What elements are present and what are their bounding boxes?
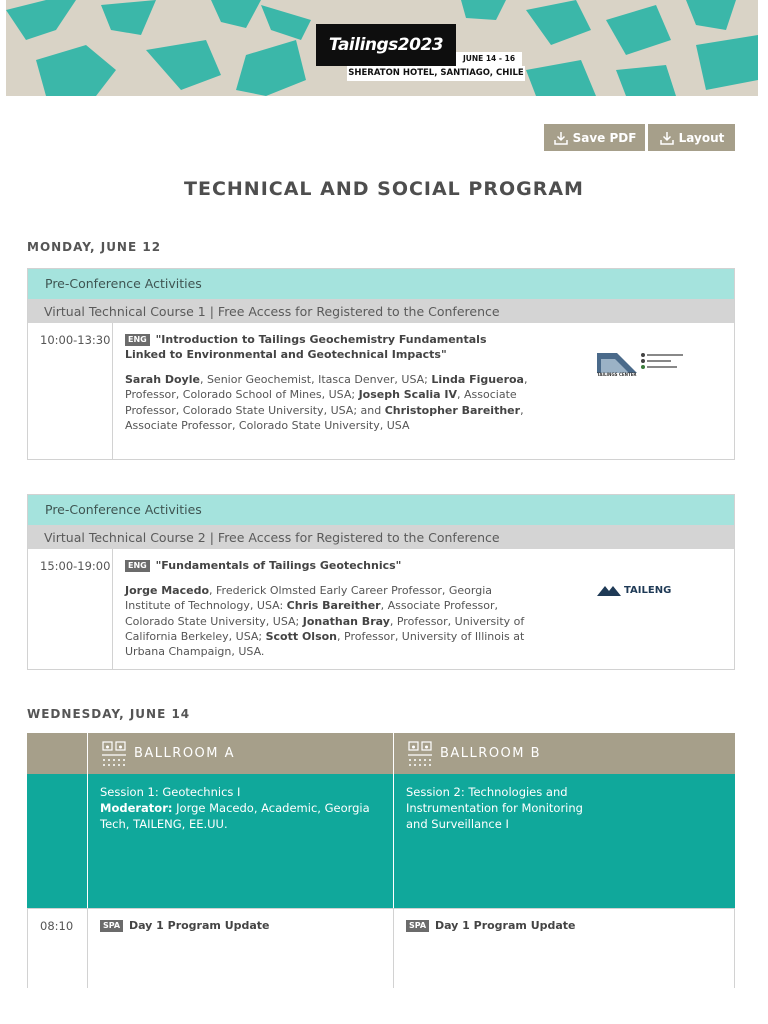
- language-badge: SPA: [406, 920, 429, 932]
- time-slot: 10:00-13:30: [28, 323, 113, 459]
- block-header: Pre-Conference Activities: [28, 495, 734, 525]
- time-column-session: [27, 774, 87, 908]
- session-ballroom-a[interactable]: [88, 774, 393, 908]
- block-subheader: Virtual Technical Course 1 | Free Access for Registered to the Conference: [28, 299, 734, 323]
- page-title: TECHNICAL AND SOCIAL PROGRAM: [184, 178, 584, 200]
- language-badge: ENG: [125, 560, 150, 572]
- time-column-header: [27, 733, 87, 774]
- room-header-ballroom-a: [88, 733, 393, 774]
- block-subheader: Virtual Technical Course 2 | Free Access for Registered to the Conference: [28, 525, 734, 549]
- speaker-list: Jorge Macedo, Frederick Olmsted Early Career Professor, Georgia Institute of Technology, USA: Chris Bareither, Associate Professor, Colorado State University, USA; Jonathan Bray, Professor, University of California Berkeley, USA; Scott Olson, Professor, University of Illinois at Urbana Champaign, USA.: [125, 584, 525, 659]
- meeting-room-icon: [100, 740, 128, 768]
- meeting-room-icon: [406, 740, 434, 768]
- session-grid: [27, 733, 735, 988]
- session-ballroom-b[interactable]: [394, 774, 735, 908]
- language-badge: SPA: [100, 920, 123, 932]
- room-name: BALLROOM B: [440, 746, 542, 761]
- program-item-ballroom-b[interactable]: SPA Day 1 Program Update: [394, 908, 735, 988]
- talk-title[interactable]: ENG "Introduction to Tailings Geochemistry Fundamentals Linked to Environmental and Geotechnical Impacts": [125, 333, 487, 361]
- time-slot: 15:00-19:00: [28, 549, 113, 669]
- tailings-center-logo: TAILINGS CENTER: [597, 351, 687, 379]
- layout-button[interactable]: [648, 124, 735, 151]
- tailings-logo: Tailings2023: [316, 24, 456, 66]
- activity-block: [27, 268, 735, 460]
- room-name: BALLROOM A: [134, 746, 236, 761]
- download-icon: [553, 130, 569, 146]
- language-badge: ENG: [125, 334, 150, 346]
- taileng-logo: TAILENG: [597, 585, 671, 596]
- block-header: Pre-Conference Activities: [28, 269, 734, 299]
- day-title-monday: MONDAY, JUNE 12: [27, 240, 162, 254]
- session-title: Session 2: Technologies and Instrumentation for Monitoring and Surveillance I: [406, 785, 583, 831]
- talk-content: [113, 323, 734, 459]
- activity-block: [27, 494, 735, 670]
- speaker-list: Sarah Doyle, Senior Geochemist, Itasca Denver, USA; Linda Figueroa, Professor, Colorado School of Mines, USA; Joseph Scalia IV, Associate Professor, Colorado State University, USA; and Christopher Bareither, Associate Professor, Colorado State University, USA: [125, 373, 528, 432]
- layout-label: Layout: [678, 130, 725, 145]
- time-slot: 08:10: [27, 908, 88, 988]
- save-pdf-label: Save PDF: [572, 130, 637, 145]
- day-title-wednesday: WEDNESDAY, JUNE 14: [27, 707, 191, 721]
- program-item-ballroom-a[interactable]: SPA Day 1 Program Update: [88, 908, 394, 988]
- session-moderator: Moderator: Jorge Macedo, Academic, Georgia Tech, TAILENG, EE.UU.: [100, 801, 370, 831]
- download-icon: [659, 130, 675, 146]
- taileng-logo-icon: [597, 586, 621, 596]
- session-title: Session 1: Geotechnics I: [100, 785, 241, 799]
- room-header-ballroom-b: [394, 733, 735, 774]
- talk-content: [113, 549, 734, 669]
- conference-venue: SHERATON HOTEL, SANTIAGO, CHILE: [347, 66, 525, 81]
- header-banner: [6, 0, 758, 96]
- talk-title[interactable]: ENG "Fundamentals of Tailings Geotechnics": [125, 558, 515, 573]
- save-pdf-button[interactable]: [544, 124, 645, 151]
- conference-dates: JUNE 14 - 16: [456, 52, 522, 66]
